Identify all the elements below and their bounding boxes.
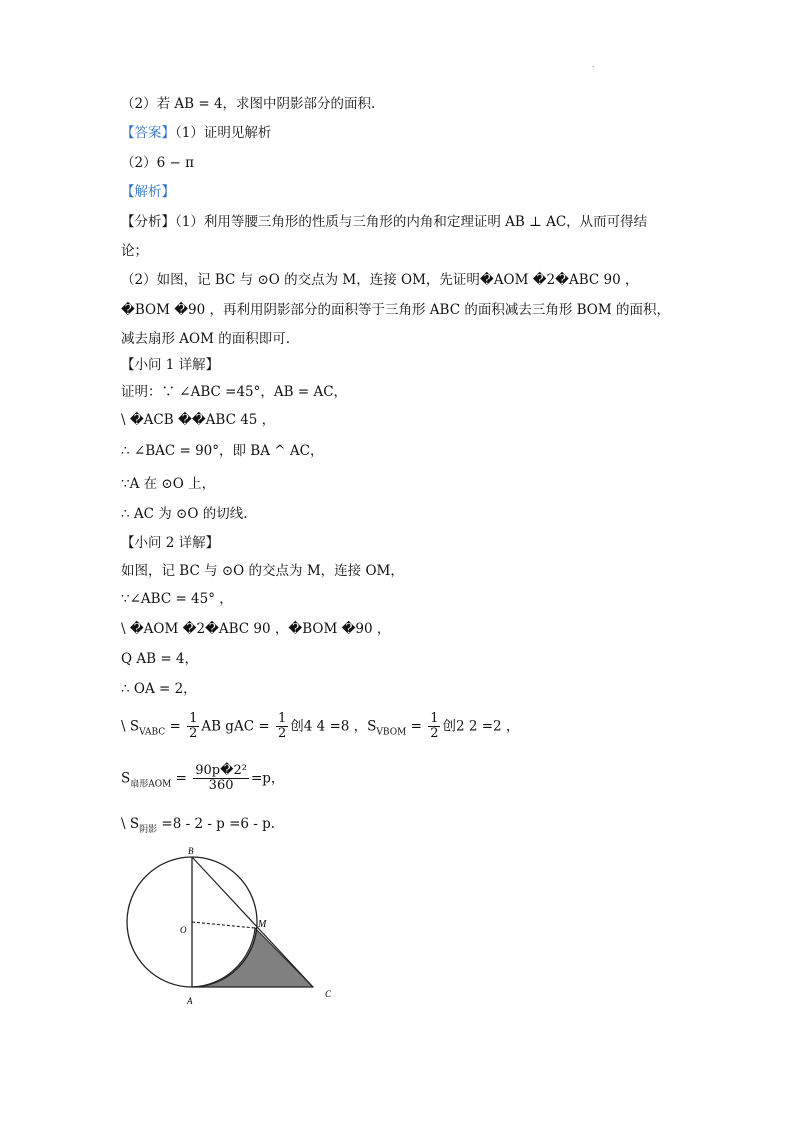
label-m: M — [258, 919, 267, 930]
geometry-diagram — [125, 846, 345, 1016]
answer-2: （2）6 − π — [121, 155, 194, 171]
sector-value: =p， — [250, 770, 285, 787]
sub-question-1-title: 【小问 1 详解】 — [121, 357, 220, 373]
answer-line-1 — [121, 127, 271, 141]
shaded-value: =8 - 2 - p =6 - p. — [161, 816, 276, 832]
fraction-half: $\frac{1}{2}$ — [277, 711, 287, 742]
solution-line-1: 如图，记 BC 与 ⊙O 的交点为 M，连接 OM， — [121, 563, 404, 579]
fraction-half: $\frac{1}{2}$ — [189, 711, 198, 742]
area-bom-value: 创2 2 =2 ， — [442, 718, 520, 735]
area-symbol: \ S — [121, 718, 140, 735]
equals: = — [410, 718, 422, 735]
area-symbol: S — [121, 770, 131, 787]
label-c: C — [325, 989, 332, 999]
solution-line-2: ∵∠ABC = 45° ， — [121, 591, 233, 607]
shaded-subscript: 阴影 — [139, 825, 158, 835]
proof-line-5: ∴ AC 为 ⊙O 的切线. — [121, 506, 248, 522]
answer-1: （1）证明见解析 — [175, 125, 272, 141]
area-symbol: \ S — [121, 816, 140, 832]
question-2: （2）若 AB = 4，求图中阴影部分的面积. — [121, 96, 376, 112]
analysis-text-4: �BOM �90 ，再利用阴影部分的面积等于三角形 ABC 的面积减去三角形 BOM 的面积， — [121, 302, 670, 318]
proof-line-4: ∵A 在 ⊙O 上， — [121, 476, 216, 492]
equals: = — [175, 770, 187, 787]
area-subscript-abc: VABC — [139, 727, 166, 738]
area-abc-value: 创4 4 =8 ，S — [290, 718, 377, 735]
corner-mark: . — [592, 60, 595, 69]
proof-line-3: ∴ ∠BAC = 90°，即 BA ^ AC， — [121, 443, 324, 459]
analysis-text-2: 论； — [121, 243, 148, 259]
solution-line-4: Q AB = 4， — [121, 651, 199, 667]
shaded-region — [192, 928, 313, 987]
fraction-half: $\frac{1}{2}$ — [430, 711, 439, 742]
solution-line-3: \ �AOM �2�ABC 90 ，�BOM �90 ， — [121, 621, 391, 637]
equals: = — [169, 718, 181, 735]
shaded-area-formula — [121, 818, 275, 835]
area-subscript-bom: VBOM — [376, 727, 407, 738]
area-abc-formula — [121, 712, 519, 742]
fraction-sector: $\frac{\text{90p�2²}}{360}$ — [195, 763, 247, 794]
product-text: AB gAC = — [201, 718, 270, 735]
answer-label: 【答案】 — [121, 125, 175, 141]
analysis-text-3: （2）如图，记 BC 与 ⊙O 的交点为 M，连接 OM，先证明�AOM �2�ABC 90 ， — [121, 272, 639, 288]
analysis-label: 【解析】 — [121, 184, 175, 200]
sector-subscript: 扇形AOM — [130, 779, 172, 790]
analysis-text-1: 【分析】（1）利用等腰三角形的性质与三角形的内角和定理证明 AB ⊥ AC，从而可得结 — [121, 214, 648, 230]
solution-line-5: ∴ OA = 2， — [121, 681, 197, 697]
proof-line-1: 证明：∵ ∠ABC =45°，AB = AC， — [121, 384, 348, 400]
sector-area-formula — [121, 764, 284, 794]
sub-question-2-title: 【小问 2 详解】 — [121, 535, 220, 551]
label-o: O — [180, 925, 187, 935]
label-a: A — [187, 996, 193, 1006]
proof-line-2: \ �ACB ��ABC 45 ， — [121, 412, 276, 428]
label-b: B — [188, 846, 194, 856]
analysis-text-5: 减去扇形 AOM 的面积即可. — [121, 331, 291, 347]
segment-om — [192, 922, 255, 928]
